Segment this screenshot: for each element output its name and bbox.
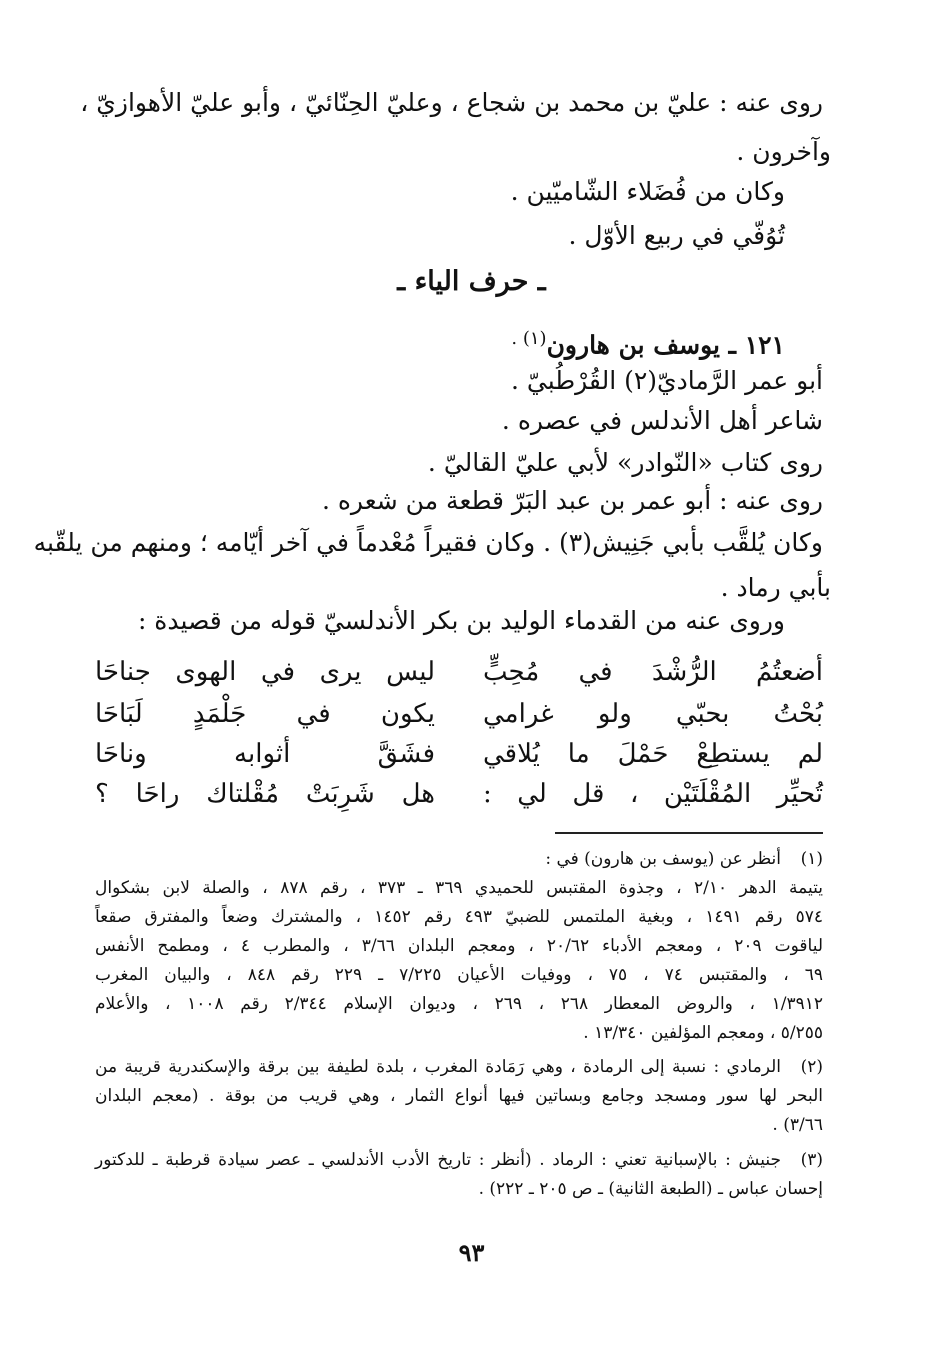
verse-second-hemistich: فشَقَّ أثوابه وناحَا — [95, 739, 435, 769]
footnote-text — [95, 845, 824, 1048]
footnote-number: (٢) — [800, 1057, 823, 1077]
entry-footnote-ref: (١) . — [511, 328, 547, 349]
verse-second-hemistich: ليس يرى في الهوى جناحَا — [95, 657, 435, 687]
footnote-line: ١/٣٩١٢ ، والروض المعطار ٢٦٨ ، ٢٦٩ ، وديوان الإسلام ٢/٣٤٤ رقم ١٠٠٨ ، والأعلام — [95, 994, 823, 1014]
footnote-text — [95, 1146, 823, 1204]
footnote-line: جنيش : بالإسبانية تعني : الرماد . (أنظر : تاريخ الأدب الأندلسي ـ عصر سيادة قرطبة ـ للدكتور — [95, 1150, 781, 1170]
footnote-line: الرمادي : نسبة إلى الرمادة ، وهي رَمَادة المغرب ، بلدة لطيفة بين برقة والإسكندرية قريبة من — [95, 1057, 781, 1077]
footnote-text — [95, 1053, 823, 1140]
page-number: ٩٣ — [458, 1238, 485, 1267]
footnote-line: ٣/٦٦) . — [772, 1115, 823, 1135]
body-line: وكان من فُضَلاء الشّاميّين . — [510, 177, 785, 206]
entry-title-line — [511, 322, 785, 362]
verse-second-hemistich: هل شَرِبَتْ مُقْلتاك راحَا ؟ — [95, 779, 435, 809]
body-line: روى عنه : عليّ بن محمد بن شجاع ، وعليّ الحِنّائيّ ، وأبو عليّ الأهوازيّ ، — [80, 88, 823, 117]
entry-line: بأبي رماد . — [720, 573, 831, 602]
entry-line: وكان يُلقَّب بأبي جَنِيش(٣) . وكان فقيراً مُعْدماً في آخر أيّامه ؛ ومنهم من يلقّبه — [33, 528, 823, 557]
poem-verse — [95, 652, 823, 692]
poem-verse — [95, 734, 823, 774]
entry-title: ١٢١ ـ يوسف بن هارون — [546, 330, 785, 360]
entry-line: روى كتاب «النّوادر» لأبي عليّ القاليّ . — [427, 448, 823, 477]
footnote-number: (١) — [800, 849, 823, 869]
verse-second-hemistich: يكون في جَلْمَدٍ لَبَاحَا — [95, 699, 435, 729]
footnote-line: ٦٩ ، والمقتبس ٧٤ ، ٧٥ ، ووفيات الأعيان ٧/٢٢٥ ـ ٢٢٩ رقم ٨٤٨ ، والبيان المغرب — [95, 965, 823, 985]
body-line: تُوُفّي في ربيع الأوّل . — [568, 221, 785, 250]
verse-first-hemistich: لم يستطِعْ حَمْلَ ما يُلاقي — [483, 739, 823, 769]
footnote-line: أنظر عن (يوسف بن هارون) في : — [545, 849, 781, 869]
footnote-line: البحر لها سور ومسجد وجامع وبساتين فيها أنواع الثمار ، وهي قريب من بوقة . (معجم البلدان — [95, 1086, 823, 1106]
footnote-line: ٥٧٤ رقم ١٤٩١ ، وبغية الملتمس للضبيّ ٤٩٣ رقم ١٤٥٢ ، والمشترك وضعاً والمفترق صقعاً — [95, 907, 823, 927]
entry-line: شاعر أهل الأندلس في عصره . — [501, 406, 823, 435]
verse-first-hemistich: بُحْتُ بحبّي ولو غرامي — [483, 699, 823, 729]
footnote-divider — [555, 832, 823, 834]
verse-first-hemistich: أضعتُمُ الرُّشْدَ في مُحِبٍّ — [483, 657, 823, 687]
footnote-number: (٣) — [800, 1150, 823, 1170]
entry-line: أبو عمر الرَّماديّ(٢) القُرْطُبيّ . — [510, 366, 823, 395]
poem-verse — [95, 774, 823, 814]
footnote-line: لياقوت ٢٠٩ ، ومعجم الأدباء ٢٠/٦٢ ، ومعجم البلدان ٣/٦٦ ، والمطرب ٤ ، ومطمح الأنفس — [95, 936, 824, 956]
poem-verse — [95, 694, 823, 734]
body-line: وآخرون . — [736, 137, 831, 166]
entry-line: روى عنه : أبو عمر بن عبد البَرّ قطعة من شعره . — [321, 486, 823, 515]
verse-first-hemistich: تُحيِّر المُقْلَتَيْن ، قل لي : — [483, 779, 823, 809]
footnote-line: يتيمة الدهر ٢/١٠ ، وجذوة المقتبس للحميدي ٣٦٩ ـ ٣٧٣ ، رقم ٨٧٨ ، والصلة لابن بشكوال — [95, 878, 823, 898]
section-heading: ـ حرف الياء ـ — [397, 266, 546, 297]
entry-line: وروى عنه من القدماء الوليد بن بكر الأندلسيّ قوله من قصيدة : — [137, 606, 785, 635]
footnote-line: ٥/٢٥٥ ، ومعجم المؤلفين ١٣/٣٤٠ . — [583, 1023, 823, 1043]
footnote-line: إحسان عباس ـ (الطبعة الثانية) ـ ص ٢٠٥ ـ ٢٢٢) . — [478, 1179, 823, 1199]
